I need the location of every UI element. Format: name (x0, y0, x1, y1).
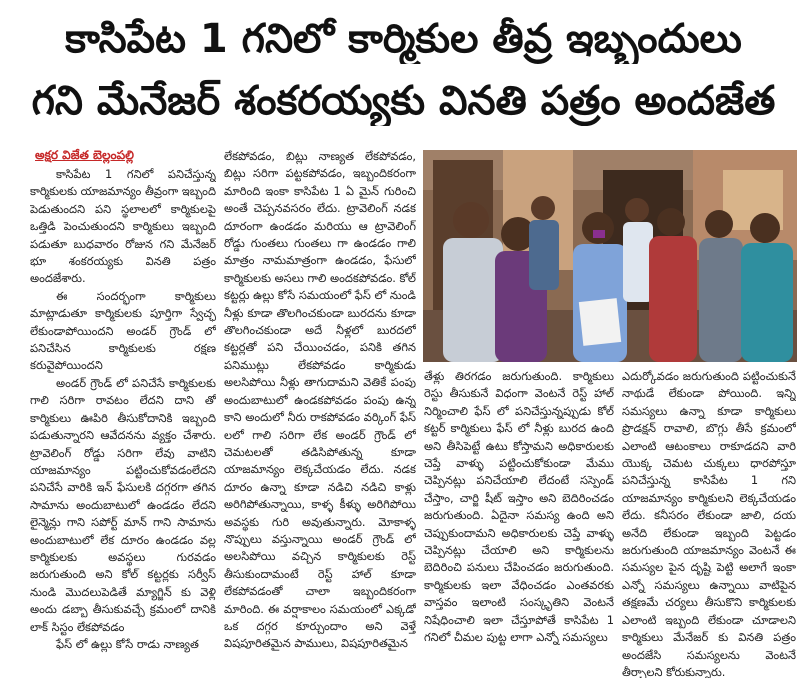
headline-line-1: కాసిపేట 1 గనిలో కార్మికుల తీవ్ర ఇబ్బందులు (65, 16, 742, 62)
paragraph: తేళ్లు తిరగడం జరుగుతుంది. కార్మికులు రెస్టు తీసుకునే విధంగా వెంటనే రెస్ట్ హాల్ నిర్మించాలి ఫేస్ లో పనిచేస్తున్నప్పుడు కోల్ కట్టర్ కార్మికులు ఫేస్ లో నీళ్లు బురద ఉంది అని తీసిపెట్టే ఉటు కోస్తామని అధికారులకు చెప్తే వాళ్ళు పట్టించుకోకుండా మేము చెప్పినట్లు పనిచేయాలి లేదంటే సస్పెండ్ చేస్తాం, చార్జి షీట్ ఇస్తాం అని బెదిరించడం జరుగుతుంది. ఏదైనా సమస్య ఉంది అని చెప్పుకుందామని అధికారులకు చెప్తే వాళ్ళు చెప్పినట్లు చేయాలి అని కార్మికులను బెదిరించి పనులు చేపించడం జరుగుతుంది. కార్మికులకు ఇలా వేధించడం ఎంతవరకు వాస్తవం ఇలాంటి సంస్కృతిని వెంటనే నిషేధించాలి ఇలా చేస్తూపోతే కాసిపేట 1 గనిలో చీమల పుట్ట లాగా ఎన్నో సమస్యలు (424, 369, 614, 645)
group-photo-icon (423, 150, 797, 362)
article-column-3 (424, 368, 614, 678)
article-column-1 (30, 166, 216, 678)
paragraph: ఫేస్ లో ఉల్లు కోసే రాడు నాణ్యత (56, 636, 199, 651)
paragraph: ఈ సందర్భంగా కార్మికులు మాట్లాడుతూ కార్మికులకు పూర్తిగా స్వేచ్ఛ లేకుండాపోయిందని అండర్ గ్రౌండ్ లో పనిచేసిన కార్మికులకు రక్షణ కరువైపోయిందని (30, 288, 216, 373)
news-photo (423, 150, 797, 362)
byline: అక్షర విజేత బెల్లంపల్లి (35, 148, 134, 162)
paragraph: లేకపోవడం, బిట్లు నాణ్యత లేకపోవడం, బిట్లు సరిగా పట్టకపోవడం, ఇబ్బందికరంగా మారింది ఇంకా కాసిపేట 1 ఏ మైన్ గురించి అంతే చెప్పనవసరం లేదు. ట్రావెలింగ్ నడక దూరంగా ఉండడం మరియు ఆ ట్రావెలింగ్ రోడ్డు గుంతలు గుంతలు గా ఉండడం గాలి మాత్రం నామమాత్రంగా ఉండడం, ఫేసులో కార్మికులకు అసలు గాలి అందకపోవడం. కోల్ కట్టర్లు ఉల్లు కోసే సమయంలో ఫేస్ లో నుండి నీళ్లు కూడా తొలగించకుండా బురదను కూడా తొలగించకుండా అదే నీళ్లలో బురదలో కట్టర్లతో పని చేయించడం, పనికి తగిన పనిముట్లు లేకపోవడం కార్మికుడు అలసిపోయి నీళ్లు తాగుదామని వెతికే పంపు అందుబాటులో ఉండకపోవడం పంపు ఉన్న కాని అందులో నీరు రాకపోవడం వర్కింగ్ ఫేస్ లలో గాలి సరిగా లేక అండర్ గ్రౌండ్ లో చెమటలతో తడిసిపోతున్న కూడా యాజమాన్యం లెక్కచేయడం లేదు. నడక దూరం ఉన్నా కూడా నడిచి నడిచి కాళ్లు అరిగిపోతున్నాయి, కాళ్ళ కీళ్ళు అరిగిపోయి అవస్థకు గురి అవుతున్నారు. మోకాళ్ళ నొప్పులు వస్తున్నాయి అండర్ గ్రౌండ్ లో అలసిపోయి వచ్చిన కార్మికులకు రెస్ట్ తీసుకుందామంటే రెస్ట్ హాల్ కూడా లేకపోవడంతో చాలా ఇబ్బందికరంగా మారింది. ఈ వర్షాకాలం సమయంలో ఎక్కడో ఒక దగ్గర కూర్చుందాం అని వెళ్తే విషపూరితమైన పాములు, విషపూరితమైన (224, 149, 416, 651)
headline-line-2: గని మేనేజర్ శంకరయ్యకు వినతి పత్రం అందజేత (31, 78, 776, 124)
paragraph: అండర్ గ్రౌండ్ లో పనిచేసే కార్మికులకు గాలి సరిగా రావటం లేదని దాని తో కార్మికులు ఊపిరి తీసుకోదానికి ఇబ్బంది పడుతున్నారని ఆవేదనను వ్యక్తం చేశారు. ట్రావెలింగ్ రోడ్డు సరిగా లేవు వాటిని యాజమాన్యం పట్టించుకోవడంలేదని పనిచేసే వారికి ఇన్ ఫేసులకి దగ్గరగా తగిన సామాను అందుబాటులో ఉండడం లేదని లైన్మెన్లు గాని సపోర్ట్ మాన్ గాని సామాను అందుబాటులో లేక దూరం ఉండడం వల్ల కార్మికులకు అవస్థలు గురవడం జరుగుతుంది అని కోల్ కట్టర్లకు సర్వీస్ నుండి మొదలుపెడితే మ్యాగ్జిన్ కు వెళ్లి అందు డబ్బా తీసుకువచ్చే క్రమంలో దానికి లాక్ సిస్టం లేకపోవడం (30, 375, 216, 634)
article-column-4 (622, 368, 796, 678)
paragraph: కాసిపేట 1 గనిలో పనిచేస్తున్న కార్మికులకు యాజమాన్యం తీవ్రంగా ఇబ్బంది పెడుతుందని పని స్థలాలలో కార్మికులపై ఒత్తిడి పెంచుతుందని కార్మికులు ఇబ్బంది పడుతూ బుధవారం రోజున గని మేనేజర్ భూ శంకరయ్యకు వినతి పత్రం అందజేశారు. (30, 167, 216, 286)
article-column-2 (224, 148, 416, 678)
paragraph: ఎదుర్కోవడం జరుగుతుంది పట్టించుకునే నాథుడే లేకుండా పోయింది. ఇన్ని సమస్యలు ఉన్నా కూడా కార్మికులు ప్రొడక్షన్ రావాలి, బొగ్గు తీసే క్రమంలో ఎలాంటి ఆటంకాలు రాకూడదని వారి యొక్క చెమట చుక్కలు ధారపోస్తూ పనిచేస్తున్న కాసిపేట 1 గని యాజమాన్యం కార్మికులని లెక్కచేయడం లేదు. కనీసరం లేకుండా జాలి, దయ అనేది లేకుండా ఇబ్బంది పెట్టడం జరుగుతుంది యాజమాన్యం వెంటనే ఈ సమస్యల పైన దృష్టి పెట్టి అలాగే ఇంకా ఎన్నో సమస్యలు ఉన్నాయి వాటిపైన తక్షణమే చర్యలు తీసుకొని కార్మికులకు ఎలాంటి ఇబ్బంది లేకుండా చూడాలని కార్మికులు మేనేజర్ కు వినతి పత్రం అందజేసి సమస్యలను వెంటనే తీర్చాలని కోరుకున్నారు. (622, 369, 796, 678)
